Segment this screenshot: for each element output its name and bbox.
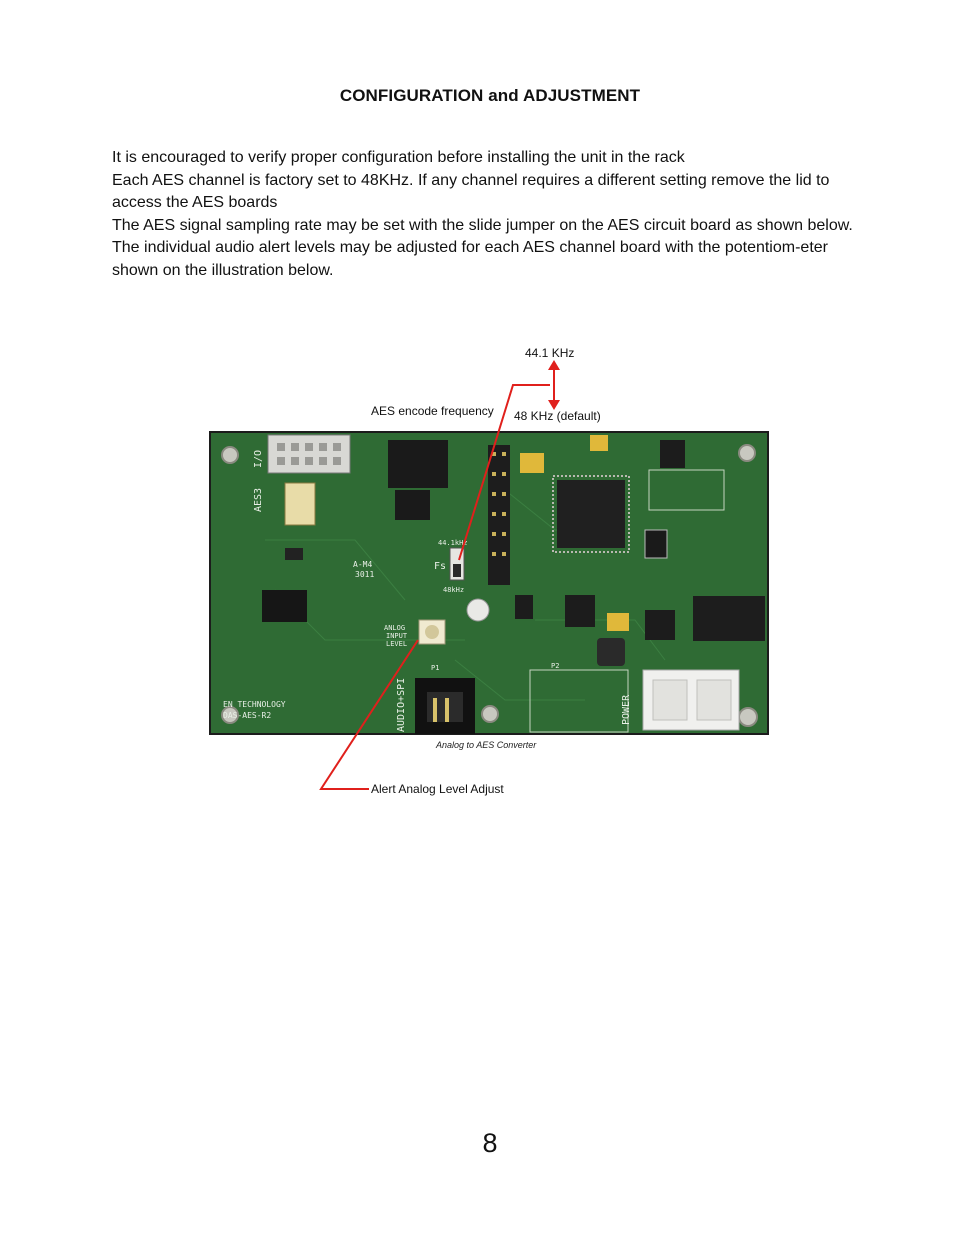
silk-p1: P1 <box>431 664 440 672</box>
silk-48k: 48kHz <box>443 586 465 594</box>
paragraph-4: The individual audio alert levels may be adjusted for each AES channel board with the potentiom-eter shown on the illustration below. <box>112 239 828 279</box>
body-text <box>112 147 872 282</box>
label-44k: 44.1 KHz <box>525 346 575 360</box>
label-alert-level-adjust: Alert Analog Level Adjust <box>371 782 504 796</box>
silk-analog-1: ANLOG <box>384 624 406 632</box>
header-strip <box>488 445 510 585</box>
silk-p2: P2 <box>551 662 560 670</box>
silk-rev-1: A-M4 <box>353 560 373 569</box>
arrow-head-up <box>548 360 560 370</box>
label-encode-frequency: AES encode frequency <box>371 404 494 418</box>
silk-rev-2: 3011 <box>355 570 375 579</box>
figure-caption: Analog to AES Converter <box>436 740 537 750</box>
silk-power: POWER <box>621 694 632 725</box>
silk-aes3: AES3 <box>253 487 264 512</box>
page-title: CONFIGURATION and ADJUSTMENT <box>339 86 641 105</box>
silk-maker: EN TECHNOLOGY <box>223 700 286 709</box>
paragraph-2: Each AES channel is factory set to 48KHz. If any channel requires a different setting remove the lid to access the AES boards <box>112 171 830 211</box>
silk-analog-3: LEVEL <box>386 640 408 648</box>
silk-analog-2: INPUT <box>386 632 408 640</box>
silk-fs: Fs <box>434 561 447 572</box>
main-processor <box>557 480 625 548</box>
paragraph-3: The AES signal sampling rate may be set with the slide jumper on the AES circuit board as shown below. <box>112 216 853 234</box>
paragraph-1: It is encouraged to verify proper configuration before installing the unit in the rack <box>112 149 685 166</box>
board-figure <box>205 340 775 810</box>
page-number: 8 <box>482 1128 498 1158</box>
label-48k-default: 48 KHz (default) <box>514 409 601 423</box>
silk-audio-spi: AUDIO+SPI <box>396 677 407 732</box>
io-connector <box>268 435 350 473</box>
silk-model: DAS-AES-R2 <box>223 711 272 720</box>
silk-io: I/O <box>253 449 264 468</box>
silk-44k: 44.1kHz <box>438 539 468 547</box>
